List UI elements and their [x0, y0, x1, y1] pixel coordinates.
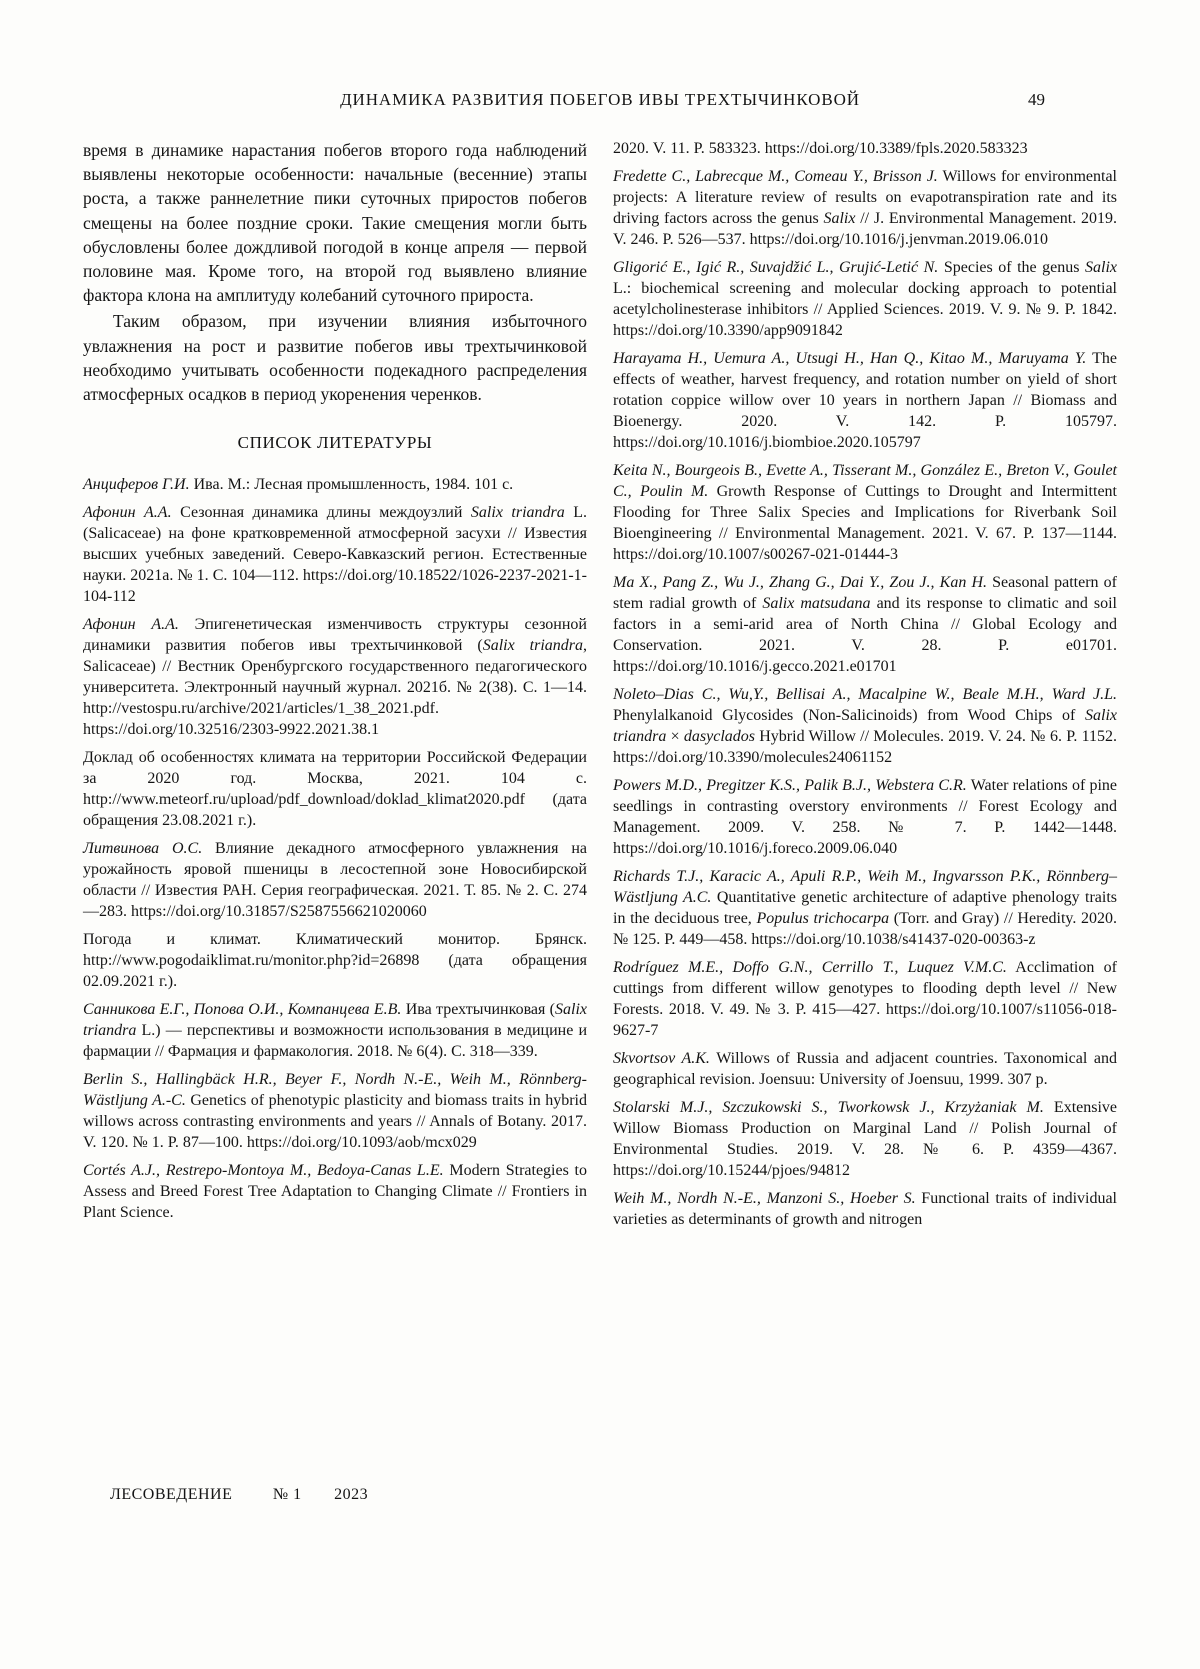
reference-italic-text: Salix triandra	[613, 707, 1117, 745]
reference-text: Сезонная динамика длины междоузлий	[171, 504, 471, 522]
reference-entry	[83, 614, 587, 740]
reference-italic-text: Анциферов Г.И.	[83, 476, 190, 494]
reference-entry	[613, 166, 1117, 250]
right-column	[613, 138, 1117, 1237]
running-head-title: ДИНАМИКА РАЗВИТИЯ ПОБЕГОВ ИВЫ ТРЕХТЫЧИНКОВОЙ	[340, 90, 860, 109]
reference-entry	[613, 684, 1117, 768]
left-column	[83, 138, 587, 1237]
reference-text: , Salicaceae) // Вестник Оренбургского государственного педагогического университета. Электронный научный журнал. 2021б. № 2(38). С. 1—14. http://vestospu.ru/archive/2021/articles/1_38_2021.pdf. https://doi.org/10.32516/2303-9922.2021.38.1	[83, 637, 587, 739]
two-column-layout	[83, 138, 1117, 1237]
reference-text: Доклад об особенностях климата на территории Российской Федерации за 2020 год. Москва, 2021. 104 с. http://www.meteorf.ru/upload/pdf_download/doklad_klimat2020.pdf (дата обращения 23.08.2021 г.).	[83, 749, 587, 830]
page-number: 49	[1028, 90, 1045, 109]
reference-entry	[83, 747, 587, 831]
reference-entry	[83, 502, 587, 607]
reference-text: L.: biochemical screening and molecular docking approach to potential acetylcholinesterase inhibitors // Applied Sciences. 2019. V. 9. № 9. P. 1842. https://doi.org/10.3390/app9091842	[613, 280, 1117, 339]
reference-italic-text: Berlin S., Hallingbäck H.R., Beyer F., Nordh N.-E., Weih M., Rönnberg-Wästljung A.-C.	[83, 1071, 587, 1110]
footer-year: 2023	[334, 1486, 369, 1503]
reference-entry	[613, 775, 1117, 859]
reference-text: Ива. М.: Лесная промышленность, 1984. 101 с.	[189, 476, 514, 494]
reference-entry	[613, 1188, 1117, 1230]
reference-text: // J. Environmental Management. 2019. V. 246. P. 526—537. https://doi.org/10.1016/j.jenvman.2019.06.010	[613, 210, 1117, 248]
reference-italic-text: Salix triandra	[470, 504, 565, 522]
reference-text: Modern Strategies to Assess and Breed Forest Tree Adaptation to Changing Climate // Frontiers in Plant Science.	[83, 1162, 587, 1222]
reference-italic-text: dasyclados	[683, 728, 755, 745]
reference-italic-text: Rodríguez M.E., Doffo G.N., Cerrillo T., Luquez V.M.C.	[613, 959, 1007, 976]
reference-italic-text: Noleto–Dias C., Wu,Y., Bellisai A., Macalpine W., Beale M.H., Ward J.L.	[613, 686, 1117, 703]
reference-text: ×	[666, 728, 684, 745]
reference-text: L.) — перспективы и возможности использования в медицине и фармации // Фармация и фармакология. 2018. № 6(4). С. 318—339.	[83, 1022, 587, 1061]
reference-entry	[83, 929, 587, 992]
reference-italic-text: Salix	[1085, 259, 1118, 276]
reference-text: Functional traits of individual varieties as determinants of growth and nitrogen	[613, 1190, 1117, 1228]
reference-italic-text: Powers M.D., Pregitzer K.S., Palik B.J., Webstera C.R.	[613, 777, 967, 794]
reference-text: Seasonal pattern of stem radial growth of	[613, 574, 1118, 612]
reference-italic-text: Skvortsov A.K.	[613, 1050, 710, 1067]
reference-text: Ива трехтычинковая (	[401, 1001, 555, 1019]
reference-text: Willows of Russia and adjacent countries. Taxonomical and geographical revision. Joensuu: University of Joensuu, 1999. 307 p.	[613, 1050, 1117, 1088]
running-head	[83, 90, 1117, 114]
reference-italic-text: Keita N., Bourgeois B., Evette A., Tisserant M., González E., Breton V., Goulet C., Poulin M.	[613, 462, 1117, 500]
reference-entry	[613, 866, 1117, 950]
reference-italic-text: Salix triandra	[83, 1001, 587, 1040]
reference-text: Genetics of phenotypic plasticity and biomass traits in hybrid willows across contrasting environments and years // Annals of Botany. 2017. V. 120. № 1. P. 87—100. https://doi.org/10.1093/aob/mcx029	[83, 1092, 588, 1152]
reference-entry	[83, 474, 587, 495]
reference-text: Влияние декадного атмосферного увлажнения на урожайность яровой пшеницы в лесостепной зоне Новосибирской области // Известия РАН. Серия географическая. 2021. Т. 85. № 2. С. 274—283. https://doi.org/10.31857/S2587556621020060	[83, 840, 587, 921]
reference-text: L. (Salicaceae) на фоне кратковременной атмосферной засухи // Известия высших учебных заведений. Северо-Кавказский регион. Естественные науки. 2021а. № 1. С. 104—112. https://doi.org/10.18522/1026-2237-2021-1-104-112	[83, 504, 588, 606]
reference-entry	[613, 460, 1117, 565]
reference-entry	[83, 1160, 587, 1223]
footer-journal-name: ЛЕСОВЕДЕНИЕ	[110, 1486, 233, 1503]
reference-text: Extensive Willow Biomass Production on Marginal Land // Polish Journal of Environmental Studies. 2019. V. 28. № 6. P. 4359—4367. https://doi.org/10.15244/pjoes/94812	[613, 1099, 1118, 1179]
reference-entry	[83, 838, 587, 922]
reference-italic-text: Populus trichocarpa	[756, 910, 890, 927]
reference-text: Погода и климат. Климатический монитор. Брянск. http://www.pogodaiklimat.ru/monitor.php?id=26898 (дата обращения 02.09.2021 г.).	[83, 931, 587, 991]
reference-text: Quantitative genetic architecture of adaptive phenology traits in the deciduous tree,	[613, 889, 1118, 927]
reference-entry	[83, 1069, 587, 1153]
reference-entry	[613, 572, 1117, 677]
reference-italic-text: Weih M., Nordh N.-E., Manzoni S., Hoeber S.	[613, 1190, 916, 1207]
reference-text: (Torr. and Gray) // Heredity. 2020. № 125. P. 449—458. https://doi.org/10.1038/s41437-020-00363-z	[613, 910, 1118, 948]
reference-italic-text: Литвинова О.С.	[83, 840, 203, 858]
reference-text: Species of the genus	[938, 259, 1086, 276]
reference-italic-text: Cortés A.J., Restrepo-Montoya M., Bedoya-Canas L.E.	[83, 1162, 444, 1180]
reference-italic-text: Ma X., Pang Z., Wu J., Zhang G., Dai Y., Zou J., Kan H.	[613, 574, 988, 591]
reference-text: Hybrid Willow // Molecules. 2019. V. 24. № 6. P. 1152. https://doi.org/10.3390/molecules24061152	[613, 728, 1117, 766]
references-list-left	[83, 474, 587, 1223]
reference-entry	[613, 1097, 1117, 1181]
reference-italic-text: Harayama H., Uemura A., Utsugi H., Han Q., Kitao M., Maruyama Y.	[613, 350, 1087, 367]
reference-italic-text: Fredette C., Labrecque M., Comeau Y., Brisson J.	[613, 168, 938, 185]
reference-entry	[613, 138, 1117, 159]
reference-entry	[83, 999, 587, 1062]
reference-italic-text: Salix triandra	[482, 637, 583, 655]
reference-italic-text: Richards T.J., Karacic A., Apuli R.P., Weih M., Ingvarsson P.K., Rönnberg–Wästljung A.C.	[613, 868, 1117, 906]
reference-italic-text: Афонин А.А.	[83, 504, 172, 522]
reference-italic-text: Афонин А.А.	[83, 616, 179, 634]
reference-italic-text: Санникова Е.Г., Попова О.И., Компанцева Е.В.	[83, 1001, 402, 1019]
reference-italic-text: Salix	[823, 210, 856, 227]
reference-entry	[613, 1048, 1117, 1090]
reference-text: Phenylalkanoid Glycosides (Non-Salicinoids) from Wood Chips of	[613, 707, 1085, 724]
reference-entry	[613, 257, 1117, 341]
references-list-right	[613, 138, 1117, 1230]
body-paragraph: время в динамике нарастания побегов второго года наблюдений выявлены некоторые особенности: начальные (весенние) этапы роста, а также раннелетние пики суточных приростов побегов смещены на более поздние сроки. Такие смещения могли быть обусловлены более дождливой погодой в конце апреля — первой половине мая. Кроме того, на второй год выявлено влияние фактора клона на амплитуду колебаний суточного прироста.	[83, 140, 587, 306]
reference-italic-text: Gligorić E., Igić R., Suvajdžić L., Grujić-Letić N.	[613, 259, 939, 276]
reference-text: Willows for environmental projects: A literature review of results on evapotranspiration rate and its driving factors across the genus	[613, 168, 1118, 227]
footer-issue: № 1	[272, 1486, 302, 1503]
body-paragraph: Таким образом, при изучении влияния избыточного увлажнения на рост и развитие побегов ивы трехтычинковой необходимо учитывать особенности подекадного распределения атмосферных осадков в период укоренения черенков.	[83, 311, 587, 405]
reference-text: Water relations of pine seedlings in contrasting overstory environments // Forest Ecology and Management. 2009. V. 258. № 7. P. 1442—1448. https://doi.org/10.1016/j.foreco.2009.06.040	[613, 777, 1117, 857]
reference-text: Эпигенетическая изменчивость структуры сезонной динамики развития побегов ивы трехтычинковой (	[83, 616, 587, 655]
reference-text: Growth Response of Cuttings to Drought and Intermittent Flooding for Three Salix Species and Implications for Riverbank Soil Bioengineering // Environmental Management. 2021. V. 67. P. 137—1144. https://doi.org/10.1007/s00267-021-01444-3	[613, 483, 1117, 563]
reference-text: 2020. V. 11. P. 583323. https://doi.org/10.3389/fpls.2020.583323	[613, 140, 1028, 157]
references-heading: СПИСОК ЛИТЕРАТУРЫ	[237, 433, 433, 453]
reference-entry	[613, 957, 1117, 1041]
footer	[110, 1486, 368, 1504]
reference-text: Acclimation of cuttings from different willow genotypes to flooding depth level // New Forests. 2018. V. 49. № 3. P. 415—427. https://doi.org/10.1007/s11056-018-9627-7	[613, 959, 1118, 1039]
reference-entry	[613, 348, 1117, 453]
reference-italic-text: Stolarski M.J., Szczukowski S., Tworkowsk J., Krzyżaniak M.	[613, 1099, 1044, 1116]
reference-text: and its response to climatic and soil factors in a semi-arid area of North China // Global Ecology and Conservation. 2021. V. 28. P. e01701. https://doi.org/10.1016/j.gecco.2021.e01701	[613, 595, 1118, 675]
reference-italic-text: Salix matsudana	[762, 595, 871, 612]
reference-text: The effects of weather, harvest frequency, and rotation number on yield of short rotation coppice willow over 10 years in northern Japan // Biomass and Bioenergy. 2020. V. 142. P. 105797. https://doi.org/10.1016/j.biombioe.2020.105797	[613, 350, 1118, 451]
